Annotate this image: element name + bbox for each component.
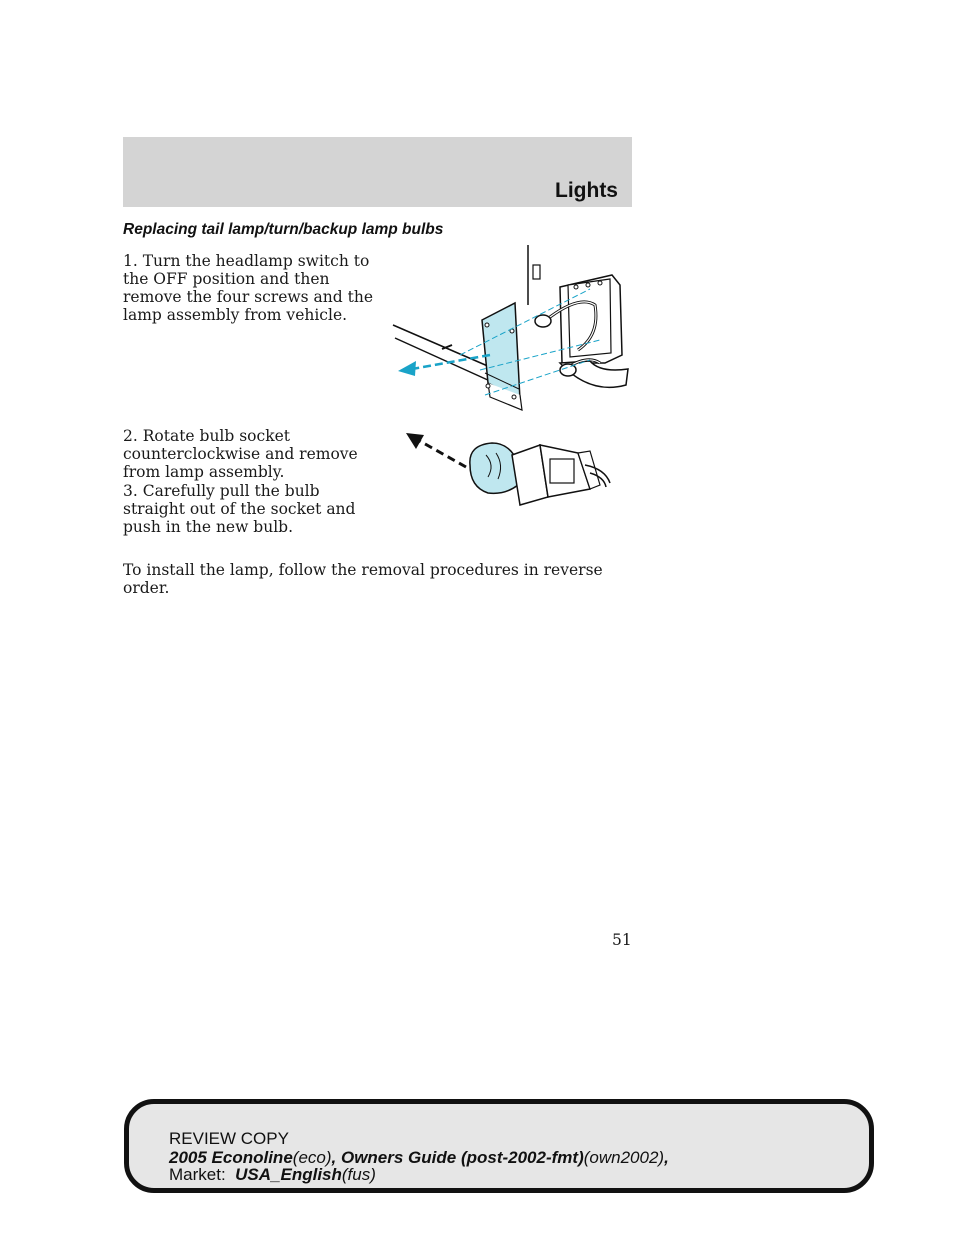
model-name: 2005 Econoline <box>169 1148 293 1167</box>
market-line <box>169 1166 376 1184</box>
step-1: 1. Turn the headlamp switch to the OFF position and then remove the four screws and the lamp assembly from vehicle. <box>123 252 373 324</box>
step-2: 2. Rotate bulb socket counterclockwise and remove from lamp assembly. <box>123 427 358 481</box>
header-band <box>123 137 632 207</box>
market-label: Market: <box>169 1165 226 1184</box>
separator: , <box>331 1148 341 1167</box>
guide-name: Owners Guide (post-2002-fmt) <box>340 1148 584 1167</box>
separator: , <box>664 1148 669 1167</box>
review-copy-label: REVIEW COPY <box>169 1129 289 1148</box>
review-copy-footer <box>124 1099 874 1193</box>
step-3: 3. Carefully pull the bulb straight out of the socket and push in the new bulb. <box>123 482 356 536</box>
page-number: 51 <box>612 931 632 949</box>
procedure-heading: Replacing tail lamp/turn/backup lamp bulbs <box>123 221 444 238</box>
market-code: (fus) <box>341 1165 376 1184</box>
model-code: (eco) <box>292 1148 332 1167</box>
install-note: To install the lamp, follow the removal procedures in reverse order. <box>123 561 603 597</box>
guide-code: (own2002) <box>583 1148 665 1167</box>
section-title: Lights <box>555 179 618 202</box>
market-name: USA_English <box>235 1165 342 1184</box>
lamp-assembly-illustration <box>390 245 640 415</box>
bulb-socket-illustration <box>400 425 620 530</box>
